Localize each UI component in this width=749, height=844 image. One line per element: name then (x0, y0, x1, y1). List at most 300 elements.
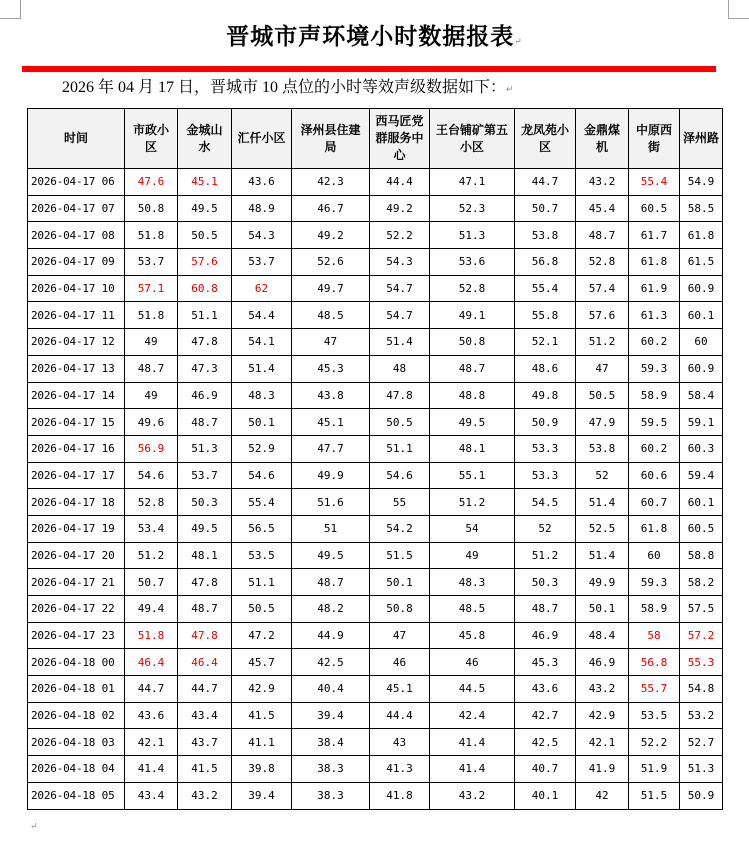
value-cell: 54.6 (125, 462, 178, 489)
value-cell: 60.9 (680, 275, 723, 302)
value-cell: 52.8 (576, 249, 629, 276)
intro-paragraph (62, 74, 514, 97)
value-cell: 56.5 (232, 515, 292, 542)
value-cell: 59.3 (629, 569, 680, 596)
value-cell: 47 (576, 355, 629, 382)
value-cell: 51.2 (576, 329, 629, 356)
value-cell: 60.1 (680, 489, 723, 516)
value-cell: 45.1 (292, 409, 370, 436)
value-cell: 58.8 (680, 542, 723, 569)
value-cell: 54.1 (232, 329, 292, 356)
time-cell: 2026-04-18 04 (28, 756, 125, 783)
table-row (28, 355, 723, 382)
table-row (28, 302, 723, 329)
value-cell: 53.6 (430, 249, 515, 276)
time-cell: 2026-04-17 08 (28, 222, 125, 249)
value-cell: 41.5 (232, 702, 292, 729)
value-cell: 41.4 (430, 729, 515, 756)
value-cell: 45.7 (232, 649, 292, 676)
value-cell: 51.8 (125, 302, 178, 329)
value-cell: 44.7 (125, 676, 178, 703)
table-row (28, 169, 723, 196)
value-cell: 60.6 (629, 462, 680, 489)
value-cell: 44.9 (292, 622, 370, 649)
table-header-row (28, 109, 723, 169)
table-row (28, 329, 723, 356)
column-header-site: 泽州路 (680, 109, 723, 169)
value-cell: 49 (125, 329, 178, 356)
value-cell: 48.7 (430, 355, 515, 382)
value-cell: 40.4 (292, 676, 370, 703)
table-row (28, 275, 723, 302)
intro-text: 2026 年 04 月 17 日，晋城市 10 点位的小时等效声级数据如下： (62, 79, 507, 96)
value-cell: 60.7 (629, 489, 680, 516)
paragraph-mark-icon: ↵ (506, 84, 514, 94)
value-cell: 51.1 (178, 302, 232, 329)
value-cell: 48.7 (576, 222, 629, 249)
value-cell: 57.4 (576, 275, 629, 302)
value-cell: 48.7 (515, 596, 576, 623)
value-cell: 55.1 (430, 462, 515, 489)
value-cell: 51.5 (629, 782, 680, 809)
value-cell-exceeded: 46.4 (178, 649, 232, 676)
value-cell: 47.9 (576, 409, 629, 436)
table-row (28, 702, 723, 729)
value-cell: 43.8 (292, 382, 370, 409)
table-row (28, 435, 723, 462)
value-cell: 60.1 (680, 302, 723, 329)
value-cell: 55.8 (515, 302, 576, 329)
time-cell: 2026-04-17 15 (28, 409, 125, 436)
value-cell-exceeded: 57.2 (680, 622, 723, 649)
time-cell: 2026-04-17 07 (28, 195, 125, 222)
value-cell: 61.9 (629, 275, 680, 302)
column-header-site: 金城山水 (178, 109, 232, 169)
value-cell: 59.5 (629, 409, 680, 436)
value-cell: 48.7 (125, 355, 178, 382)
value-cell: 51.1 (370, 435, 430, 462)
column-header-site: 市政小区 (125, 109, 178, 169)
value-cell: 52.2 (629, 729, 680, 756)
value-cell: 59.3 (629, 355, 680, 382)
value-cell: 50.7 (515, 195, 576, 222)
value-cell: 52.7 (680, 729, 723, 756)
value-cell: 45.3 (515, 649, 576, 676)
value-cell-exceeded: 55.4 (629, 169, 680, 196)
value-cell: 61.8 (680, 222, 723, 249)
value-cell: 54.6 (370, 462, 430, 489)
value-cell: 59.1 (680, 409, 723, 436)
table-row (28, 409, 723, 436)
value-cell: 53.5 (629, 702, 680, 729)
value-cell: 41.4 (125, 756, 178, 783)
value-cell: 54.6 (232, 462, 292, 489)
value-cell: 51.4 (370, 329, 430, 356)
time-cell: 2026-04-17 16 (28, 435, 125, 462)
value-cell: 51.4 (232, 355, 292, 382)
value-cell: 54.5 (515, 489, 576, 516)
value-cell: 61.8 (629, 515, 680, 542)
value-cell: 51.2 (515, 542, 576, 569)
value-cell: 47.2 (232, 622, 292, 649)
value-cell: 51.1 (232, 569, 292, 596)
value-cell-exceeded: 57.1 (125, 275, 178, 302)
value-cell: 54.7 (370, 302, 430, 329)
column-header-site: 中原西街 (629, 109, 680, 169)
value-cell: 43.6 (125, 702, 178, 729)
table-row (28, 596, 723, 623)
value-cell: 51.3 (178, 435, 232, 462)
value-cell: 51.9 (629, 756, 680, 783)
value-cell: 49.5 (430, 409, 515, 436)
value-cell: 47.7 (292, 435, 370, 462)
value-cell-exceeded: 55.7 (629, 676, 680, 703)
value-cell: 52.9 (232, 435, 292, 462)
value-cell: 41.1 (232, 729, 292, 756)
value-cell: 52.5 (576, 515, 629, 542)
value-cell: 60.2 (629, 435, 680, 462)
value-cell: 39.8 (232, 756, 292, 783)
value-cell: 41.5 (178, 756, 232, 783)
time-cell: 2026-04-17 19 (28, 515, 125, 542)
value-cell: 57.6 (576, 302, 629, 329)
value-cell: 52.8 (430, 275, 515, 302)
time-cell: 2026-04-18 00 (28, 649, 125, 676)
value-cell: 53.5 (232, 542, 292, 569)
value-cell: 44.7 (515, 169, 576, 196)
table-row (28, 515, 723, 542)
value-cell-exceeded: 62 (232, 275, 292, 302)
value-cell: 44.4 (370, 169, 430, 196)
time-cell: 2026-04-17 06 (28, 169, 125, 196)
time-cell: 2026-04-17 09 (28, 249, 125, 276)
value-cell: 39.4 (232, 782, 292, 809)
value-cell-exceeded: 57.6 (178, 249, 232, 276)
time-cell: 2026-04-17 13 (28, 355, 125, 382)
value-cell: 53.3 (515, 462, 576, 489)
value-cell: 50.1 (370, 569, 430, 596)
time-cell: 2026-04-17 17 (28, 462, 125, 489)
value-cell: 38.3 (292, 782, 370, 809)
column-header-site: 西马匠党群服务中心 (370, 109, 430, 169)
value-cell: 46.7 (292, 195, 370, 222)
value-cell: 41.8 (370, 782, 430, 809)
value-cell: 42 (576, 782, 629, 809)
value-cell: 43.2 (178, 782, 232, 809)
value-cell: 43.4 (178, 702, 232, 729)
value-cell: 44.5 (430, 676, 515, 703)
value-cell: 38.3 (292, 756, 370, 783)
value-cell-exceeded: 60.8 (178, 275, 232, 302)
value-cell: 49.1 (430, 302, 515, 329)
value-cell: 61.8 (629, 249, 680, 276)
value-cell: 51.5 (370, 542, 430, 569)
value-cell: 38.4 (292, 729, 370, 756)
red-divider-line (22, 66, 716, 72)
value-cell: 52 (515, 515, 576, 542)
value-cell: 53.7 (125, 249, 178, 276)
value-cell: 43.2 (576, 169, 629, 196)
value-cell: 48.5 (430, 596, 515, 623)
value-cell: 60.5 (680, 515, 723, 542)
value-cell: 48.9 (232, 195, 292, 222)
value-cell: 50.1 (232, 409, 292, 436)
paragraph-mark-icon: ↵ (514, 37, 523, 47)
value-cell: 47.3 (178, 355, 232, 382)
value-cell: 52 (576, 462, 629, 489)
column-header-site: 王台铺矿第五小区 (430, 109, 515, 169)
value-cell: 45.3 (292, 355, 370, 382)
time-cell: 2026-04-18 01 (28, 676, 125, 703)
value-cell: 50.8 (430, 329, 515, 356)
value-cell: 60 (629, 542, 680, 569)
value-cell: 53.3 (515, 435, 576, 462)
value-cell: 60.9 (680, 355, 723, 382)
value-cell-exceeded: 55.3 (680, 649, 723, 676)
value-cell: 50.9 (680, 782, 723, 809)
value-cell: 44.7 (178, 676, 232, 703)
value-cell: 46 (370, 649, 430, 676)
value-cell: 55 (370, 489, 430, 516)
time-cell: 2026-04-17 11 (28, 302, 125, 329)
time-cell: 2026-04-17 20 (28, 542, 125, 569)
table-row (28, 729, 723, 756)
value-cell: 46 (430, 649, 515, 676)
time-cell: 2026-04-17 21 (28, 569, 125, 596)
value-cell: 51.3 (430, 222, 515, 249)
value-cell: 42.3 (292, 169, 370, 196)
value-cell: 51.4 (576, 542, 629, 569)
value-cell-exceeded: 56.9 (125, 435, 178, 462)
value-cell: 50.8 (370, 596, 430, 623)
value-cell: 61.3 (629, 302, 680, 329)
value-cell: 51.2 (125, 542, 178, 569)
time-cell: 2026-04-18 05 (28, 782, 125, 809)
value-cell-exceeded: 58 (629, 622, 680, 649)
value-cell: 43.7 (178, 729, 232, 756)
value-cell: 54.8 (680, 676, 723, 703)
value-cell: 47 (370, 622, 430, 649)
value-cell: 52.8 (125, 489, 178, 516)
page-corner-mark-right (728, 0, 749, 19)
value-cell: 54.4 (232, 302, 292, 329)
value-cell: 50.5 (178, 222, 232, 249)
value-cell: 48.2 (292, 596, 370, 623)
value-cell: 59.4 (680, 462, 723, 489)
value-cell: 45.8 (430, 622, 515, 649)
time-cell: 2026-04-17 12 (28, 329, 125, 356)
value-cell: 51 (292, 515, 370, 542)
value-cell: 50.3 (178, 489, 232, 516)
value-cell: 49.9 (292, 462, 370, 489)
table-row (28, 569, 723, 596)
value-cell: 53.7 (178, 462, 232, 489)
value-cell: 48.7 (178, 409, 232, 436)
value-cell: 53.8 (576, 435, 629, 462)
value-cell: 54.9 (680, 169, 723, 196)
page-corner-mark-left (0, 0, 21, 19)
table-row (28, 542, 723, 569)
value-cell: 53.8 (515, 222, 576, 249)
value-cell: 54 (430, 515, 515, 542)
value-cell: 44.4 (370, 702, 430, 729)
value-cell: 43.6 (232, 169, 292, 196)
value-cell: 58.4 (680, 382, 723, 409)
column-header-site: 汇仟小区 (232, 109, 292, 169)
value-cell: 49.4 (125, 596, 178, 623)
value-cell: 49.6 (125, 409, 178, 436)
time-cell: 2026-04-17 22 (28, 596, 125, 623)
value-cell: 47.8 (178, 569, 232, 596)
value-cell: 40.1 (515, 782, 576, 809)
value-cell: 43.2 (576, 676, 629, 703)
value-cell: 52.6 (292, 249, 370, 276)
value-cell: 61.7 (629, 222, 680, 249)
value-cell: 49.5 (292, 542, 370, 569)
value-cell: 45.1 (370, 676, 430, 703)
value-cell: 52.3 (430, 195, 515, 222)
value-cell-exceeded: 51.8 (125, 622, 178, 649)
value-cell: 56.8 (515, 249, 576, 276)
value-cell: 58.2 (680, 569, 723, 596)
value-cell: 46.9 (576, 649, 629, 676)
table-row (28, 489, 723, 516)
value-cell-exceeded: 47.8 (178, 622, 232, 649)
value-cell: 49.8 (515, 382, 576, 409)
column-header-time: 时间 (28, 109, 125, 169)
value-cell: 43.2 (430, 782, 515, 809)
value-cell: 47.1 (430, 169, 515, 196)
value-cell: 53.4 (125, 515, 178, 542)
value-cell: 48.7 (292, 569, 370, 596)
value-cell: 55.4 (515, 275, 576, 302)
value-cell: 46.9 (178, 382, 232, 409)
value-cell: 58.9 (629, 382, 680, 409)
value-cell: 42.7 (515, 702, 576, 729)
value-cell: 54.2 (370, 515, 430, 542)
value-cell: 48.5 (292, 302, 370, 329)
value-cell: 48.7 (178, 596, 232, 623)
value-cell: 50.5 (370, 409, 430, 436)
value-cell: 48.1 (430, 435, 515, 462)
table-body (28, 169, 723, 810)
value-cell: 51.3 (680, 756, 723, 783)
value-cell: 43 (370, 729, 430, 756)
value-cell: 51.8 (125, 222, 178, 249)
table-row (28, 756, 723, 783)
value-cell: 42.4 (430, 702, 515, 729)
value-cell: 60.3 (680, 435, 723, 462)
column-header-site: 龙凤苑小区 (515, 109, 576, 169)
time-cell: 2026-04-18 03 (28, 729, 125, 756)
value-cell: 41.4 (430, 756, 515, 783)
value-cell: 41.3 (370, 756, 430, 783)
time-cell: 2026-04-17 18 (28, 489, 125, 516)
value-cell: 45.4 (576, 195, 629, 222)
value-cell: 52.1 (515, 329, 576, 356)
value-cell: 54.3 (232, 222, 292, 249)
value-cell: 43.4 (125, 782, 178, 809)
time-cell: 2026-04-17 10 (28, 275, 125, 302)
value-cell-exceeded: 46.4 (125, 649, 178, 676)
table-row (28, 462, 723, 489)
value-cell: 51.4 (576, 489, 629, 516)
value-cell: 48.3 (430, 569, 515, 596)
value-cell: 49.5 (178, 515, 232, 542)
value-cell: 51.6 (292, 489, 370, 516)
time-cell: 2026-04-17 14 (28, 382, 125, 409)
value-cell: 61.5 (680, 249, 723, 276)
value-cell: 54.7 (370, 275, 430, 302)
value-cell: 47.8 (370, 382, 430, 409)
value-cell: 60.2 (629, 329, 680, 356)
value-cell: 60.5 (629, 195, 680, 222)
value-cell: 42.9 (576, 702, 629, 729)
value-cell: 47.8 (178, 329, 232, 356)
table-row (28, 622, 723, 649)
value-cell: 53.7 (232, 249, 292, 276)
value-cell: 42.9 (232, 676, 292, 703)
table-row (28, 222, 723, 249)
value-cell: 42.5 (515, 729, 576, 756)
value-cell: 55.4 (232, 489, 292, 516)
value-cell: 51.2 (430, 489, 515, 516)
value-cell: 42.5 (292, 649, 370, 676)
value-cell: 52.2 (370, 222, 430, 249)
value-cell: 50.5 (576, 382, 629, 409)
table-row (28, 249, 723, 276)
value-cell: 48.8 (430, 382, 515, 409)
value-cell: 58.9 (629, 596, 680, 623)
value-cell: 41.9 (576, 756, 629, 783)
value-cell: 53.2 (680, 702, 723, 729)
value-cell-exceeded: 56.8 (629, 649, 680, 676)
value-cell: 50.3 (515, 569, 576, 596)
value-cell: 49.2 (370, 195, 430, 222)
column-header-site: 泽州县住建局 (292, 109, 370, 169)
value-cell: 43.6 (515, 676, 576, 703)
value-cell-exceeded: 45.1 (178, 169, 232, 196)
value-cell-exceeded: 47.6 (125, 169, 178, 196)
end-paragraph-mark-icon: ↵ (30, 822, 38, 832)
value-cell: 48 (370, 355, 430, 382)
table-row (28, 649, 723, 676)
value-cell: 48.1 (178, 542, 232, 569)
value-cell: 49 (430, 542, 515, 569)
table-row (28, 676, 723, 703)
value-cell: 42.1 (125, 729, 178, 756)
table-row (28, 382, 723, 409)
value-cell: 50.5 (232, 596, 292, 623)
table-row (28, 782, 723, 809)
time-cell: 2026-04-18 02 (28, 702, 125, 729)
value-cell: 49.9 (576, 569, 629, 596)
value-cell: 50.7 (125, 569, 178, 596)
value-cell: 48.3 (232, 382, 292, 409)
value-cell: 50.1 (576, 596, 629, 623)
value-cell: 49.7 (292, 275, 370, 302)
value-cell: 50.8 (125, 195, 178, 222)
table-row (28, 195, 723, 222)
value-cell: 48.6 (515, 355, 576, 382)
value-cell: 57.5 (680, 596, 723, 623)
time-cell: 2026-04-17 23 (28, 622, 125, 649)
value-cell: 58.5 (680, 195, 723, 222)
report-title-text: 晋城市声环境小时数据报表 (226, 23, 515, 50)
value-cell: 60 (680, 329, 723, 356)
value-cell: 47 (292, 329, 370, 356)
value-cell: 54.3 (370, 249, 430, 276)
